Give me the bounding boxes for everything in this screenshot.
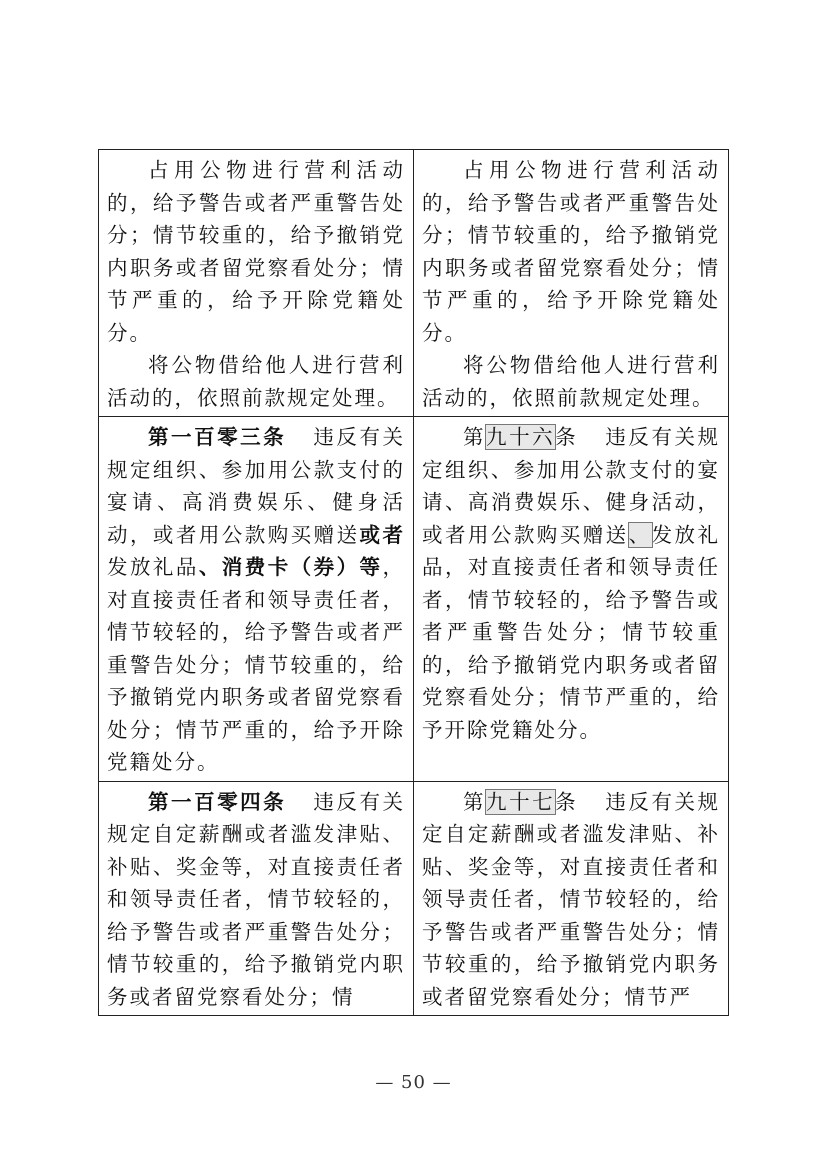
article-suffix: 条	[555, 789, 579, 814]
article-text: 违反有关规定组织、参加用公款支付的宴请、高消费娱乐、健身活动，或者用公款购买赠送	[107, 425, 406, 547]
comparison-table	[98, 149, 729, 1016]
paragraph: 占用公物进行营利活动的，给予警告或者严重警告处分；情节较重的，给予撤销党内职务或者留党察看处分；情节严重的，给予开除党籍处分。	[422, 158, 720, 345]
added-text: 、消费卡（券）等	[198, 555, 383, 579]
left-cell	[99, 417, 414, 782]
article-prefix: 第	[463, 789, 487, 814]
added-text: 或者	[359, 522, 406, 547]
paragraph: 将公物借给他人进行营利活动的，依照前款规定处理。	[422, 353, 720, 410]
paragraph: 将公物借给他人进行营利活动的，依照前款规定处理。	[107, 353, 405, 410]
punctuation-highlight: 、	[628, 522, 652, 547]
table-row	[99, 417, 729, 782]
article-number: 第一百零三条	[148, 425, 287, 449]
paragraph: 占用公物进行营利活动的，给予警告或者严重警告处分；情节较重的，给予撤销党内职务或者留党察看处分；情节严重的，给予开除党籍处分。	[107, 158, 405, 345]
article-prefix: 第	[463, 425, 487, 449]
article-text: 发放礼品，对直接责任者和领导责任者，情节较轻的，给予警告或者严重警告处分；情节较重的，给予撤销党内职务或者留党察看处分；情节严重的，给予开除党籍处分。	[422, 522, 721, 742]
page-number: — 50 —	[375, 1072, 452, 1093]
right-cell	[414, 417, 729, 782]
right-cell	[414, 150, 729, 417]
article-number-highlight: 九十六	[486, 425, 556, 449]
article-suffix: 条	[555, 425, 579, 449]
table-row	[99, 150, 729, 417]
article-text: 违反有关规定组织、参加用公款支付的宴请、高消费娱乐、健身活动，或者用公款购买赠送	[422, 425, 721, 547]
article-text: ，对直接责任者和领导责任者，情节较轻的，给予警告或者严重警告处分；情节较重的，给予撤销党内职务或者留党察看处分；情节严重的，给予开除党籍处分。	[107, 555, 406, 774]
article-paragraph	[422, 421, 720, 746]
article-text: 违反有关规定自定薪酬或者滥发津贴、补贴、奖金等，对直接责任者和领导责任者，情节较轻的，给予警告或者严重警告处分；情节较重的，给予撤销党内职务或者留党察看处分；情	[107, 789, 406, 1009]
article-paragraph	[107, 421, 405, 779]
article-paragraph	[422, 786, 720, 1014]
left-cell	[99, 150, 414, 417]
article-paragraph	[107, 786, 405, 1014]
article-text: 违反有关规定自定薪酬或者滥发津贴、补贴、奖金等，对直接责任者和领导责任者，情节较轻的，给予警告或者严重警告处分；情节较重的，给予撤销党内职务或者留党察看处分；情节严	[422, 789, 721, 1009]
article-text: 发放礼品	[107, 555, 199, 579]
article-number-highlight: 九十七	[486, 789, 556, 814]
table-row	[99, 781, 729, 1016]
right-cell	[414, 781, 729, 1016]
article-number: 第一百零四条	[148, 789, 287, 814]
left-cell	[99, 781, 414, 1016]
